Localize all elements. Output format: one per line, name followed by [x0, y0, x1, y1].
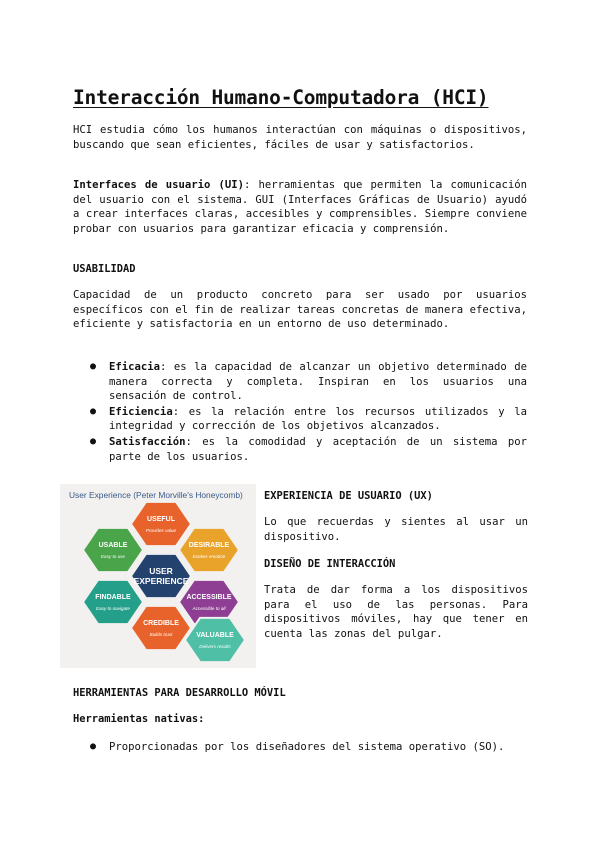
- list-item-term: Eficacia: [109, 361, 161, 373]
- ui-paragraph: [73, 178, 527, 236]
- hex-findable: [83, 580, 143, 624]
- hex-shape: [83, 528, 143, 572]
- hex-desirable: [179, 528, 239, 572]
- list-item-text: Proporcionadas por los diseñadores del sistema operativo (SO).: [109, 741, 505, 753]
- hex-label: USEFUL: [147, 516, 175, 523]
- bullet-icon: ●: [90, 361, 97, 372]
- usabilidad-heading: USABILIDAD: [73, 263, 136, 275]
- list-item-term: Satisfacción: [109, 435, 186, 448]
- ux-paragraph: Lo que recuerdas y sientes al usar un dispositivo.: [264, 516, 528, 543]
- list-item-eficiencia: [90, 405, 527, 434]
- hex-sublabel: Builds trust: [149, 632, 173, 637]
- bullet-icon: ●: [90, 741, 97, 752]
- hex-sublabel: Delivers results: [199, 644, 231, 649]
- herramientas-subheading: Herramientas nativas:: [73, 713, 205, 725]
- hex-label: FINDABLE: [95, 594, 131, 601]
- herramientas-heading: HERRAMIENTAS PARA DESARROLLO MÓVIL: [73, 687, 286, 699]
- ux-section: [264, 490, 528, 642]
- hex-sublabel: Easy to use: [100, 554, 126, 559]
- hex-label: EXPERIENCE: [133, 576, 189, 586]
- list-item: [90, 740, 510, 755]
- hex-label: ACCESSIBLE: [186, 594, 232, 601]
- bullet-icon: ●: [90, 435, 97, 447]
- hex-shape: [131, 606, 191, 650]
- intro-paragraph: HCI estudia cómo los humanos interactúan con máquinas o dispositivos, buscando que sean eficientes, fáciles de usar y satisfactorios.: [73, 124, 527, 151]
- list-item-text: : es la relación entre los recursos utilizados y la integridad y corrección de los objetivos alcanzados.: [109, 405, 527, 433]
- interaccion-heading: DISEÑO DE INTERACCIÓN: [264, 558, 396, 571]
- honeycomb-diagram: [60, 484, 256, 668]
- hex-sublabel: Easy to navigate: [96, 606, 130, 611]
- list-item-text: : es la capacidad de alcanzar un objetivo determinado de manera correcta y completa. Inspiran en los usuarios una sensación de control.: [109, 361, 527, 403]
- hex-label: VALUABLE: [196, 632, 234, 639]
- usabilidad-list: [90, 360, 527, 465]
- interaccion-paragraph: Trata de dar forma a los dispositivos para el uso de las personas. Para dispositivos móviles, hay que tener en cuenta las zonas del pulgar.: [264, 584, 528, 640]
- list-item-text: : es la comodidad y aceptación de un sistema por parte de los usuarios.: [109, 435, 527, 463]
- hex-shape: [83, 580, 143, 624]
- page-title: Interacción Humano-Computadora (HCI): [73, 86, 489, 109]
- hex-label: USER: [149, 566, 173, 576]
- usabilidad-paragraph: Capacidad de un producto concreto para ser usado por usuarios específicos con el fin de realizar tareas concretas de manera efectiva, eficiente y satisfactoria en un entorno de uso determinado.: [73, 289, 527, 331]
- ui-text: : herramientas que permiten la comunicación del usuario con el sistema. GUI (Interfaces Gráficas de Usuario) ayudó a crear interfaces claras, accesibles y comprensibles. Siempre conviene probar con usuarios para garantizar eficacia y comprensión.: [73, 179, 527, 235]
- hex-user-experience: [131, 554, 191, 598]
- hex-useful: [131, 502, 191, 546]
- hex-sublabel: Evokes emotion: [192, 554, 226, 559]
- ui-term: Interfaces de usuario (UI): [73, 179, 245, 191]
- herramientas-list: [90, 740, 510, 756]
- hex-label: USABLE: [98, 542, 128, 549]
- hex-label: DESIRABLE: [188, 542, 230, 549]
- hex-shape: [131, 502, 191, 546]
- hex-label: CREDIBLE: [143, 620, 179, 627]
- hex-sublabel: Accessible to all: [192, 606, 226, 611]
- ux-heading: EXPERIENCIA DE USUARIO (UX): [264, 490, 433, 502]
- hex-sublabel: Provides value: [145, 528, 177, 533]
- hex-usable: [83, 528, 143, 572]
- bullet-icon: ●: [90, 405, 97, 417]
- list-item-eficacia: [90, 360, 527, 404]
- hex-shape: [179, 528, 239, 572]
- ux-honeycomb-figure: [60, 484, 256, 668]
- list-item-term: Eficiencia: [109, 405, 173, 418]
- hex-credible: [131, 606, 191, 650]
- list-item-satisfaccion: [90, 435, 527, 464]
- figure-title: User Experience (Peter Morville's Honeycomb): [69, 490, 243, 500]
